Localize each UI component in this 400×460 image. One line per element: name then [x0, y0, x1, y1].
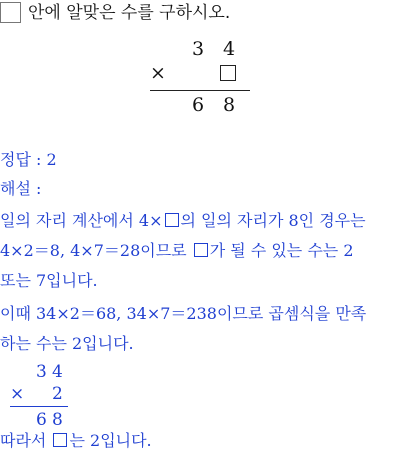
final-line-b: 는 2입니다.	[69, 431, 152, 450]
multiplication-problem	[150, 38, 260, 118]
explanation-line-1-b: 의 일의 자리가 8인 경우는	[180, 211, 366, 230]
final-line	[0, 430, 152, 452]
small-top-tens: 3	[36, 362, 47, 382]
explanation-line-1-a: 일의 자리 계산에서 4×	[0, 211, 163, 230]
small-multiplier: 2	[52, 384, 63, 404]
small-top-ones: 4	[52, 362, 63, 382]
explanation-heading: 해설 :	[0, 179, 42, 198]
multiply-operator: ×	[150, 62, 166, 84]
explanation-line-2-a: 4×2＝8, 4×7＝28이므로	[0, 241, 192, 260]
explanation-line-2	[0, 240, 354, 262]
multiplication-rule	[150, 90, 250, 91]
top-digit-ones: 4	[223, 38, 236, 60]
explanation-line-1	[0, 210, 366, 232]
explanation-line-5: 하는 수는 2입니다.	[0, 334, 134, 353]
explanation-line-3: 또는 7입니다.	[0, 271, 98, 290]
small-multiply-operator: ×	[10, 384, 25, 404]
answer-line: 정답 : 2	[0, 150, 57, 169]
solution-multiplication	[10, 362, 80, 437]
result-digit-ones: 8	[223, 94, 236, 116]
small-multiplication-rule	[10, 406, 68, 407]
blank-box-icon	[0, 2, 21, 23]
explanation-line-2-b: 가 될 수 있는 수는 2	[209, 241, 354, 260]
result-digit-tens: 6	[192, 94, 205, 116]
top-digit-tens: 3	[192, 38, 205, 60]
blank-box-icon	[194, 243, 208, 257]
blank-box-icon	[53, 433, 67, 447]
final-line-a: 따라서	[0, 431, 52, 450]
small-result-ones: 8	[52, 410, 63, 430]
blank-box-icon	[165, 213, 179, 227]
unknown-digit-box	[220, 65, 236, 81]
question-text: 안에 알맞은 수를 구하시오.	[28, 3, 231, 23]
explanation-line-4: 이때 34×2＝68, 34×7＝238이므로 곱셈식을 만족	[0, 304, 367, 323]
small-result-tens: 6	[36, 410, 47, 430]
